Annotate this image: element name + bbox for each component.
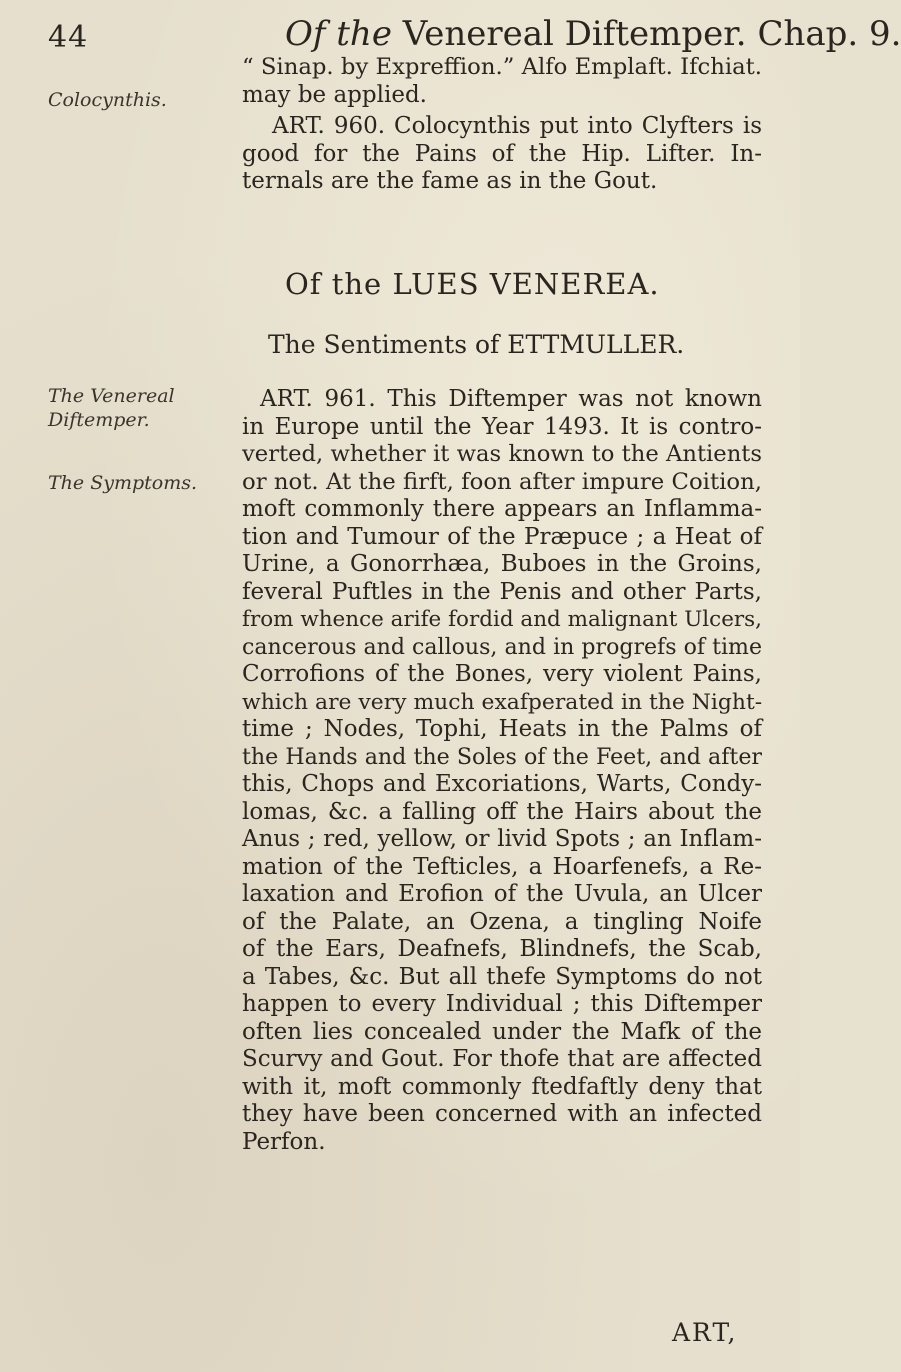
running-head-prefix: Of the <box>285 14 392 54</box>
text-line: from whence arife fordid and malignant Ulcers, <box>242 607 762 632</box>
running-head <box>285 14 901 54</box>
text-line: may be applied. <box>242 81 427 108</box>
text-line: “ Sinap. by Expreffion.” Alfo Emplaft. Ifchiat. <box>242 54 762 80</box>
text-line: Scurvy and Gout. For thofe that are affected <box>242 1046 762 1072</box>
text-line: or not. At the firft, foon after impure Coition, <box>242 468 762 495</box>
margin-note-venereal-1: The Venereal <box>48 385 175 407</box>
text-line: moft commonly there appears an Inflamma- <box>242 496 762 522</box>
text-line: Anus ; red, yellow, or livid Spots ; an Inflam- <box>242 826 762 852</box>
text-line: lomas, &c. a falling off the Hairs about the <box>242 798 762 825</box>
margin-note-colocynthis: Colocynthis. <box>48 89 167 111</box>
text-line: of the Palate, an Ozena, a tingling Noife <box>242 908 762 935</box>
text-line: Urine, a Gonorrhæa, Buboes in the Groins, <box>242 551 762 577</box>
text-line: in Europe until the Year 1493. It is contro- <box>242 413 762 440</box>
text-line: cancerous and callous, and in progrefs of time <box>242 634 762 660</box>
text-line: Corrofions of the Bones, very violent Pains, <box>242 661 762 687</box>
text-line: happen to every Individual ; this Diftemper <box>242 991 762 1017</box>
top-block <box>242 54 762 109</box>
catchword: ART, <box>672 1318 738 1347</box>
text-line: the Hands and the Soles of the Feet, and after <box>242 743 762 770</box>
sub-heading: The Sentiments of ETTMULLER. <box>268 330 685 359</box>
text-line: Perfon. <box>242 1128 326 1155</box>
text-line: ternals are the fame as in the Gout. <box>242 168 658 194</box>
text-line: verted, whether it was known to the Antients <box>242 441 762 467</box>
running-head-chapter: Chap. 9. <box>757 14 901 54</box>
section-heading: Of the LUES VENEREA. <box>285 267 660 301</box>
text-line: ART. 961. This Diftemper was not known <box>260 386 762 412</box>
text-line: mation of the Tefticles, a Hoarfenefs, a Re- <box>242 853 762 880</box>
page-number: 44 <box>48 20 89 55</box>
running-head-title: Venereal Diftemper. <box>402 14 747 54</box>
text-line: of the Ears, Deafnefs, Blindnefs, the Scab, <box>242 936 762 962</box>
text-line: tion and Tumour of the Præpuce ; a Heat of <box>242 523 762 550</box>
margin-note-symptoms: The Symptoms. <box>48 472 198 494</box>
text-line: often lies concealed under the Mafk of the <box>242 1018 762 1045</box>
text-line: a Tabes, &c. But all thefe Symptoms do not <box>242 963 762 990</box>
text-line: which are very much exafperated in the Night- <box>242 689 763 715</box>
text-line: they have been concerned with an infected <box>242 1101 762 1127</box>
text-line: feveral Puftles in the Penis and other Parts, <box>242 578 762 605</box>
text-line: time ; Nodes, Tophi, Heats in the Palms of <box>242 716 762 742</box>
text-line: with it, moft commonly ftedfaftly deny that <box>242 1073 762 1100</box>
text-line: good for the Pains of the Hip. Lifter. In- <box>242 140 762 167</box>
margin-note-venereal-2: Diftemper. <box>48 409 150 431</box>
text-line: this, Chops and Excoriations, Warts, Condy- <box>242 771 762 797</box>
article-961 <box>242 386 762 1156</box>
text-line: laxation and Erofion of the Uvula, an Ulcer <box>242 881 762 907</box>
article-960 <box>242 113 762 196</box>
text-line: ART. 960. Colocynthis put into Clyfters is <box>272 113 762 139</box>
